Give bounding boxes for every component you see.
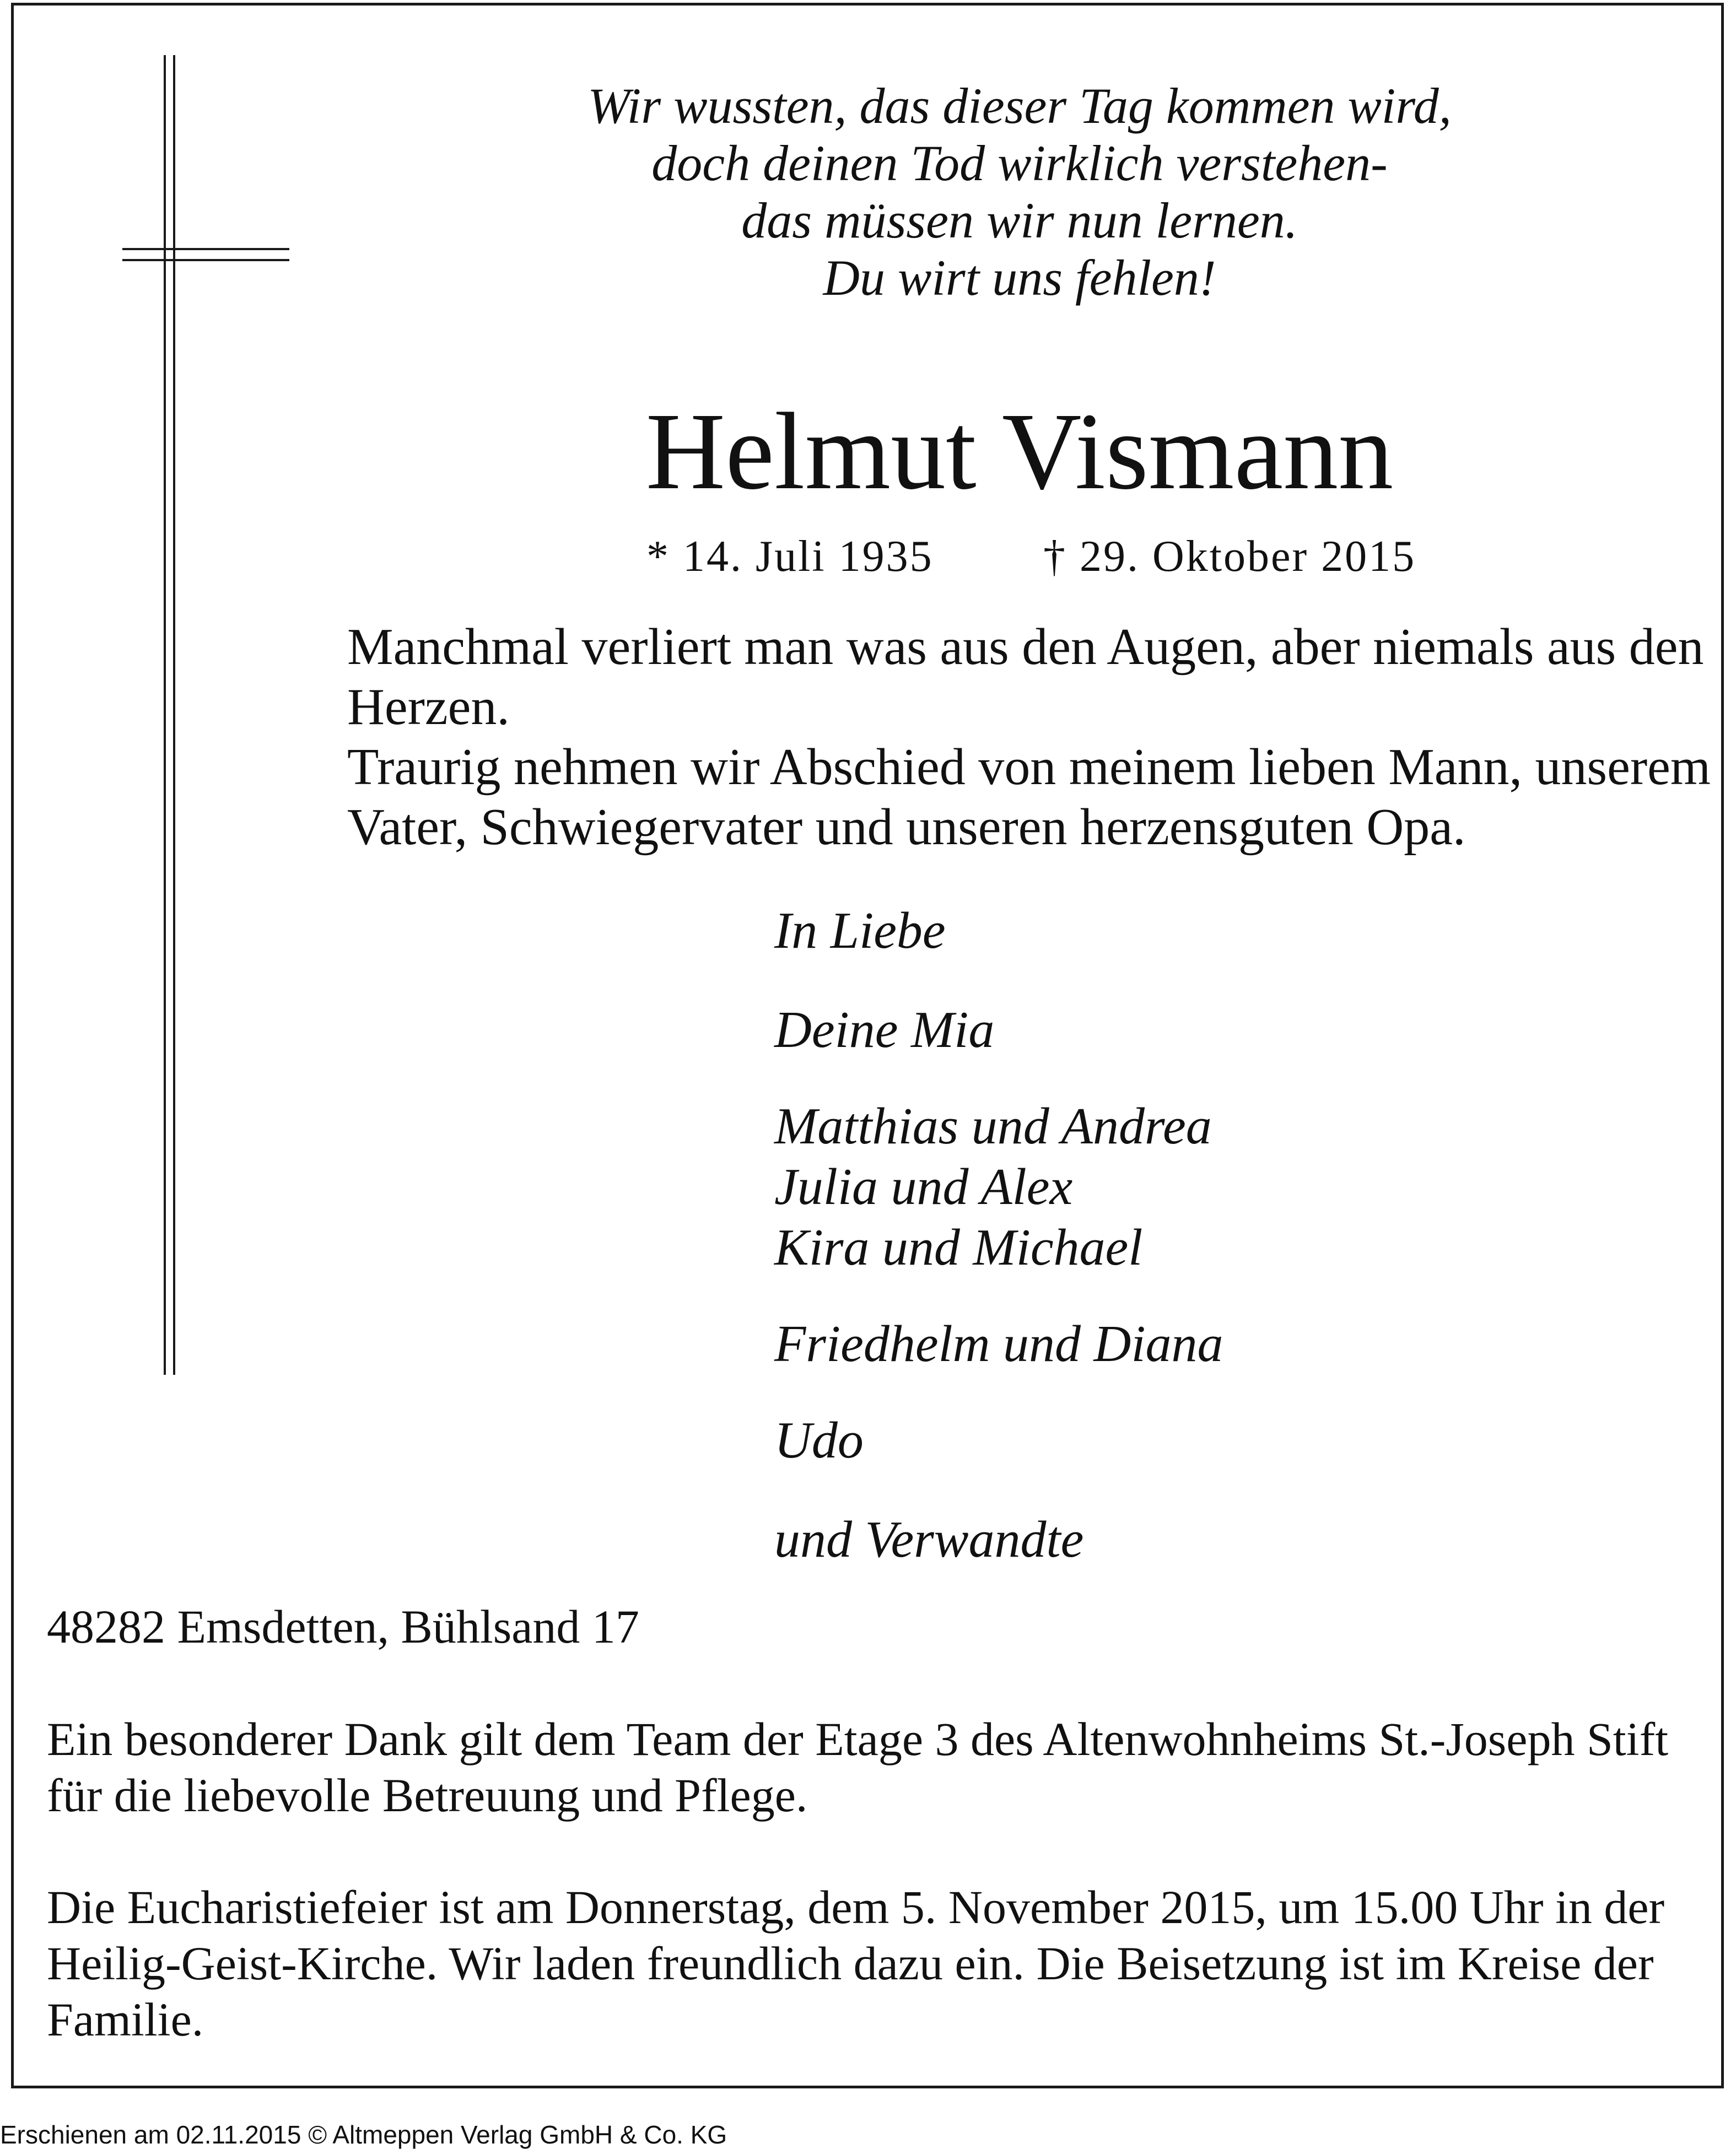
signature-relatives: und Verwandte bbox=[774, 1511, 1084, 1568]
message-line: Manchmal verliert man was aus den Augen, aber niemals aus den bbox=[347, 618, 1704, 676]
deceased-name: Helmut Vismann bbox=[645, 391, 1394, 512]
signature-intro: In Liebe bbox=[774, 902, 946, 959]
death-date: † 29. Oktober 2015 bbox=[1043, 532, 1416, 581]
thanks-paragraph bbox=[47, 1711, 1668, 1823]
thanks-line: für die liebevolle Betreuung und Pflege. bbox=[47, 1769, 808, 1822]
service-line: Die Eucharistiefeier ist am Donnerstag, dem 5. November 2015, um 15.00 Uhr in der bbox=[47, 1881, 1665, 1934]
signature-child: Matthias und Andrea bbox=[774, 1098, 1212, 1155]
verse-line: das müssen wir nun lernen. bbox=[741, 192, 1298, 249]
thanks-line: Ein besonderer Dank gilt dem Team der Etage 3 des Altenwohnheims St.-Joseph Stift bbox=[47, 1713, 1669, 1765]
message-line: Herzen. bbox=[347, 678, 510, 736]
message-line: Vater, Schwiegervater und unseren herzensguten Opa. bbox=[347, 798, 1466, 856]
service-paragraph bbox=[47, 1879, 1664, 2048]
opening-verse bbox=[331, 77, 1708, 306]
verse-line: doch deinen Tod wirklich verstehen- bbox=[651, 135, 1388, 191]
verse-line: Du wirt uns fehlen! bbox=[823, 250, 1216, 306]
farewell-message bbox=[347, 617, 1711, 857]
message-line: Traurig nehmen wir Abschied von meinem lieben Mann, unserem bbox=[347, 738, 1711, 796]
signature-wife: Deine Mia bbox=[774, 1001, 995, 1059]
signature-child: Kira und Michael bbox=[774, 1219, 1143, 1276]
service-line: Heilig-Geist-Kirche. Wir laden freundlich dazu ein. Die Beisetzung ist im Kreise der bbox=[47, 1937, 1654, 1990]
verse-line: Wir wussten, das dieser Tag kommen wird, bbox=[587, 78, 1452, 134]
signature-child: Julia und Alex bbox=[774, 1158, 1073, 1216]
birth-date: * 14. Juli 1935 bbox=[646, 532, 934, 581]
signature-brother: Friedhelm und Diana bbox=[774, 1315, 1223, 1373]
service-line: Familie. bbox=[47, 1993, 204, 2046]
signature-other: Udo bbox=[774, 1412, 864, 1469]
publication-footer: Erschienen am 02.11.2015 © Altmeppen Verlag GmbH & Co. KG bbox=[0, 2120, 727, 2149]
family-address: 48282 Emsdetten, Bühlsand 17 bbox=[47, 1600, 639, 1653]
